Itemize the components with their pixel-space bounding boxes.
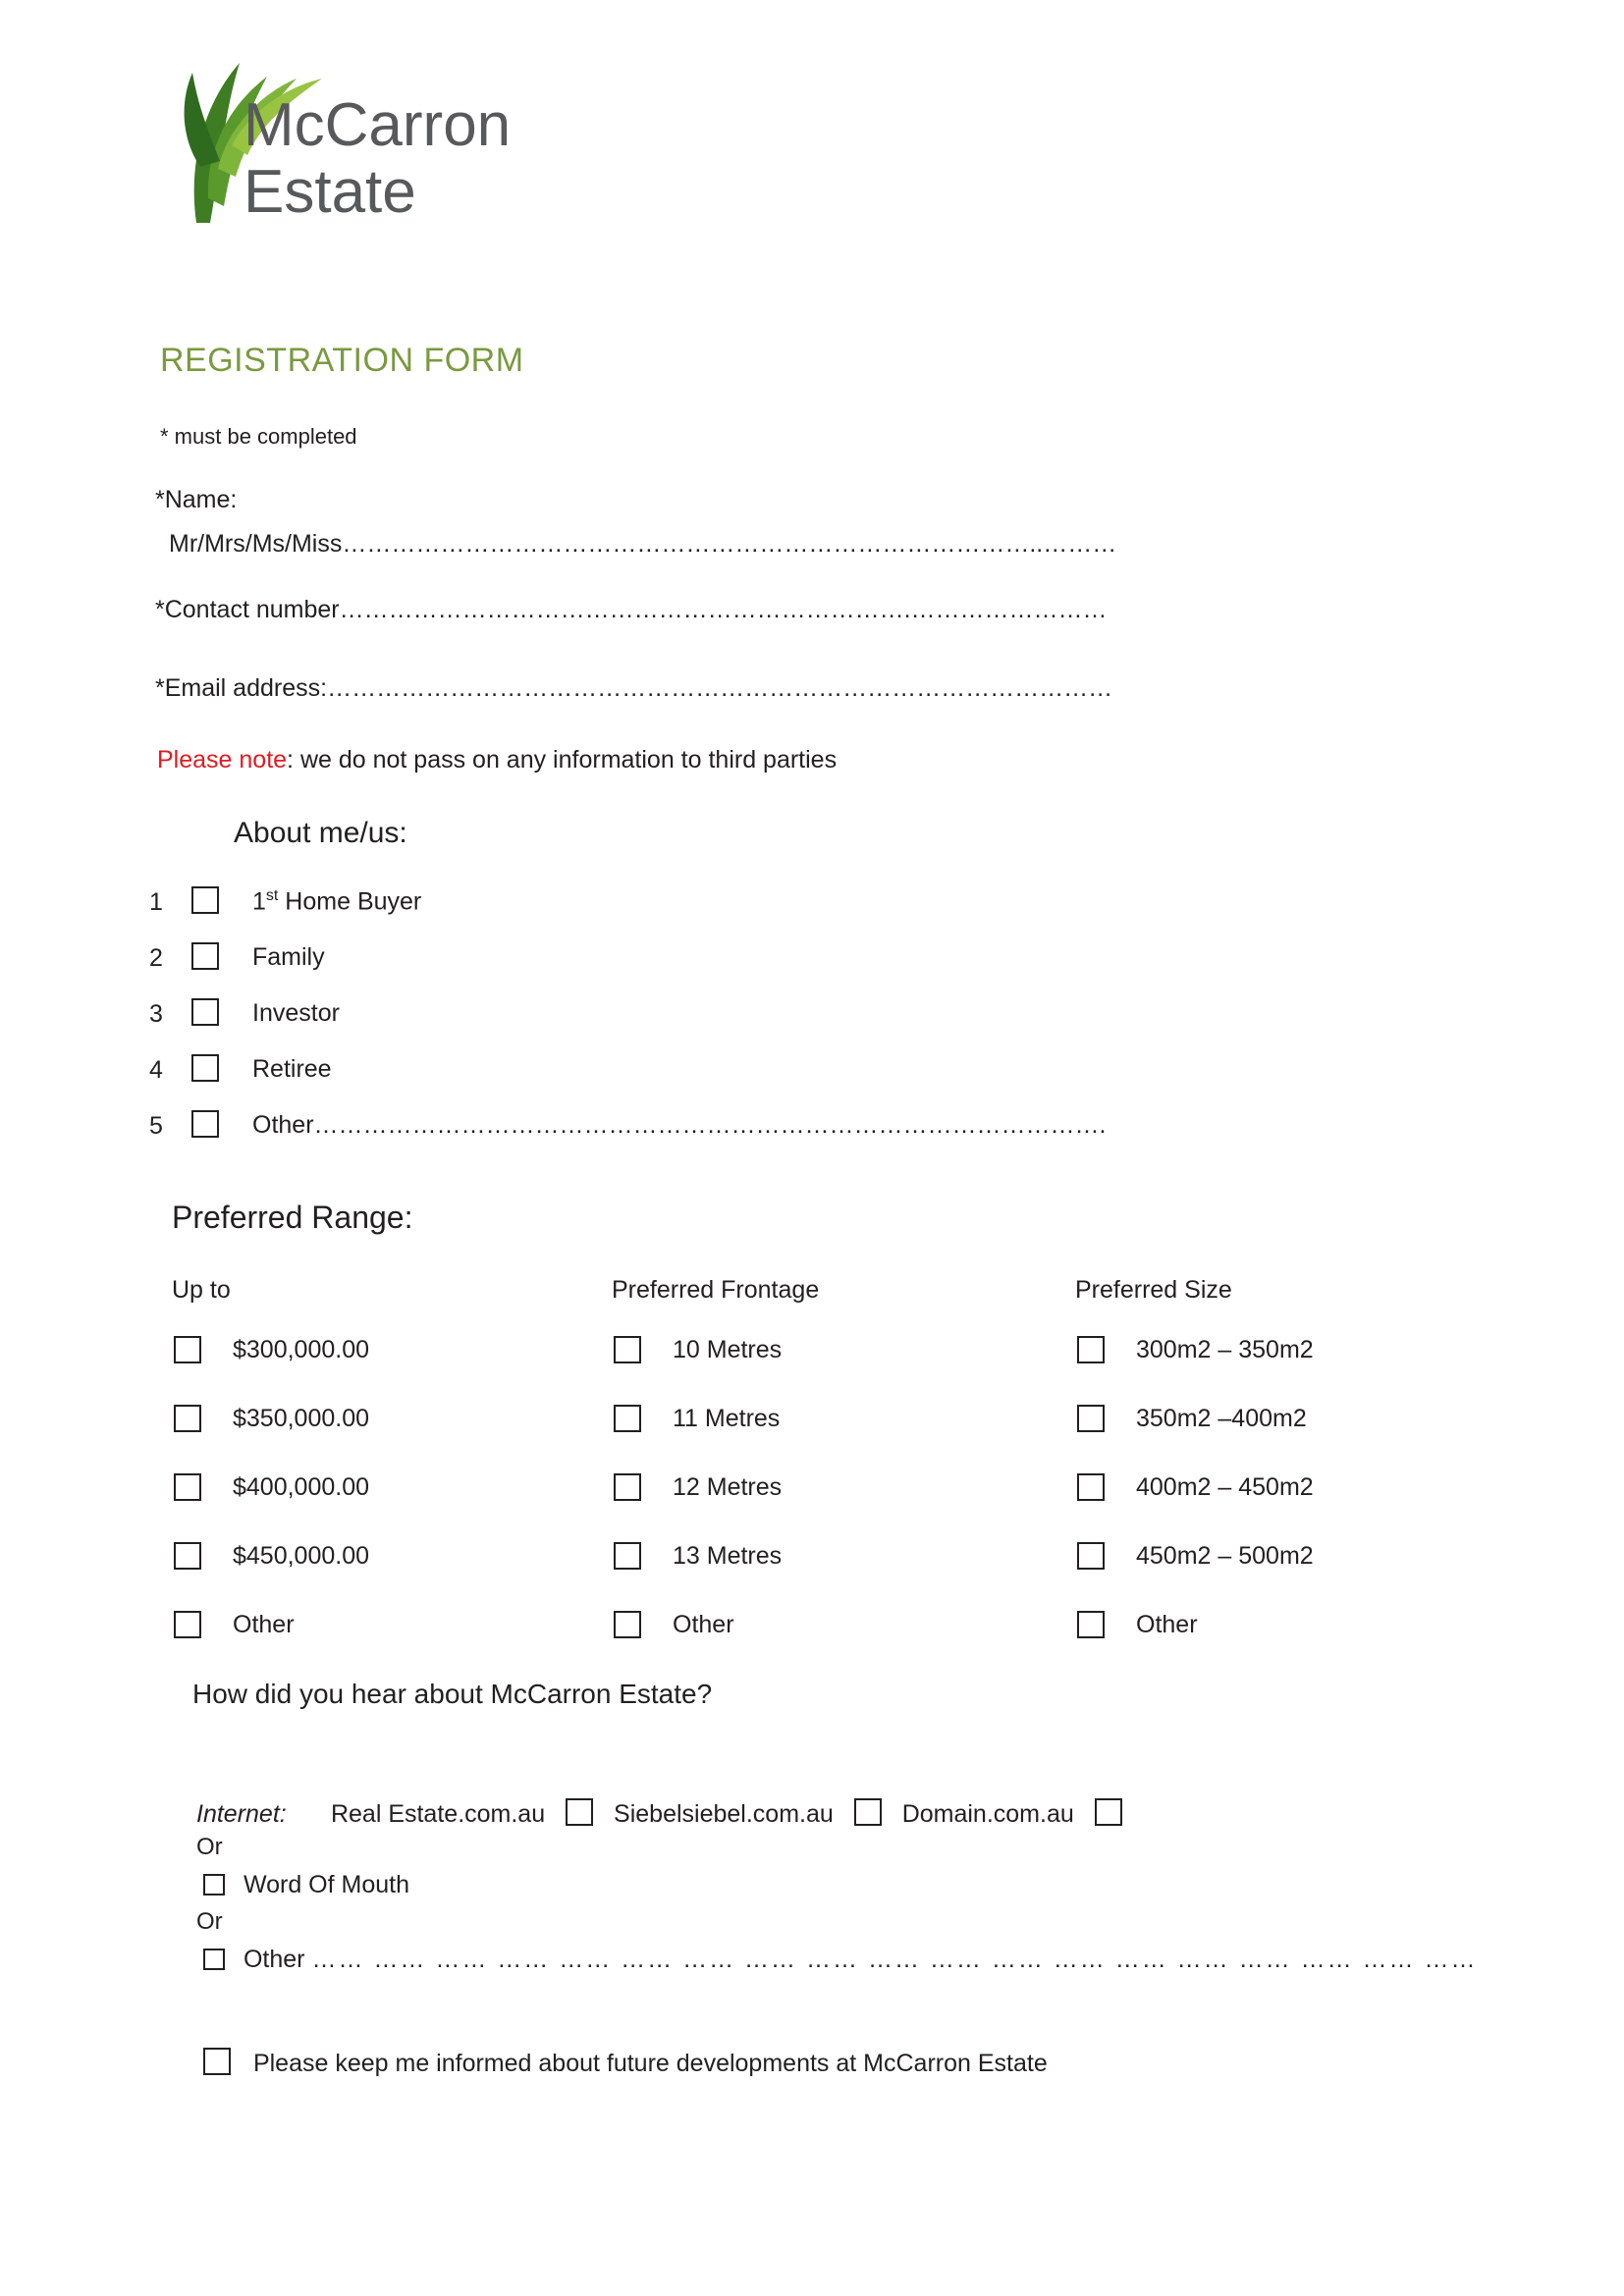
- keep-informed-label: Please keep me informed about future developments at McCarron Estate: [252, 2050, 1048, 2077]
- name-label: *Name:: [155, 486, 238, 513]
- column-up-to: [172, 1276, 370, 1678]
- about-item-number: 1: [149, 888, 163, 916]
- internet-label: Internet:: [196, 1800, 287, 1828]
- checkbox-site-siebelsiebel[interactable]: [854, 1798, 882, 1833]
- column-header: Preferred Size: [1075, 1276, 1232, 1304]
- checkbox-site-realestate[interactable]: [566, 1798, 593, 1833]
- email-address-input-line[interactable]: *Email address:……………………………………………………………………………………: [155, 674, 1113, 702]
- list-item[interactable]: [149, 993, 1327, 1049]
- checkbox-size-other[interactable]: [1077, 1611, 1105, 1645]
- about-item-label: Family: [252, 943, 325, 971]
- checkbox-keep-informed[interactable]: [203, 2054, 231, 2081]
- preferred-range-heading: Preferred Range:: [172, 1200, 413, 1235]
- about-item-number: 4: [149, 1056, 163, 1084]
- checkbox-site-domain[interactable]: [1095, 1798, 1122, 1833]
- list-item[interactable]: [1075, 1403, 1307, 1471]
- site-label-siebelsiebel: Siebelsiebel.com.au: [614, 1800, 834, 1828]
- about-item-label: Retiree: [252, 1055, 332, 1083]
- option-label: 12 Metres: [673, 1473, 783, 1501]
- site-label-realestate: Real Estate.com.au: [330, 1800, 546, 1828]
- checkbox-size-350-400[interactable]: [1077, 1405, 1105, 1439]
- word-of-mouth-row[interactable]: [203, 1871, 409, 1899]
- list-item[interactable]: [172, 1403, 370, 1471]
- checkbox-other-about[interactable]: [191, 1110, 219, 1145]
- option-label: $450,000.00: [233, 1542, 370, 1570]
- or-separator-2: Or: [196, 1908, 223, 1935]
- checkbox-family[interactable]: [191, 942, 219, 977]
- about-item-label[interactable]: Other…………………………………………………………………………………….: [252, 1111, 1107, 1139]
- about-item-label: Investor: [252, 999, 340, 1027]
- checkbox-frontage-12m[interactable]: [614, 1473, 641, 1508]
- privacy-note-text: : we do not pass on any information to third parties: [287, 746, 838, 774]
- list-item[interactable]: [172, 1471, 370, 1540]
- option-label: 400m2 – 450m2: [1136, 1473, 1314, 1501]
- list-item[interactable]: [612, 1403, 819, 1471]
- privacy-note: [157, 746, 837, 774]
- checkbox-frontage-other[interactable]: [614, 1611, 641, 1645]
- how-heard-other-row[interactable]: [203, 1946, 1477, 1974]
- logo-text-line1: McCarron: [244, 91, 512, 159]
- checkbox-price-350000[interactable]: [174, 1405, 201, 1439]
- checkbox-price-400000[interactable]: [174, 1473, 201, 1508]
- about-item-number: 5: [149, 1112, 163, 1140]
- checkbox-first-home-buyer[interactable]: [191, 886, 219, 921]
- word-of-mouth-label: Word Of Mouth: [243, 1871, 409, 1898]
- about-item-number: 3: [149, 1000, 163, 1028]
- list-item[interactable]: [149, 937, 1327, 993]
- option-label: 350m2 –400m2: [1136, 1405, 1307, 1432]
- list-item[interactable]: [612, 1334, 819, 1403]
- checkbox-price-300000[interactable]: [174, 1336, 201, 1370]
- option-label: $350,000.00: [233, 1405, 370, 1432]
- contact-number-input-line[interactable]: *Contact number…………………………………………………………….……………………: [155, 596, 1108, 623]
- checkbox-size-300-350[interactable]: [1077, 1336, 1105, 1370]
- name-input-line[interactable]: Mr/Mrs/Ms/Miss…………………………………………………………………………..………: [169, 530, 1117, 558]
- list-item[interactable]: [149, 1105, 1327, 1161]
- option-label: 450m2 – 500m2: [1136, 1542, 1314, 1570]
- option-label: Other: [673, 1611, 734, 1638]
- checkbox-investor[interactable]: [191, 998, 219, 1033]
- keep-informed-row[interactable]: [203, 2044, 1048, 2078]
- column-preferred-frontage: [612, 1276, 819, 1678]
- about-item-label-rest: Home Buyer: [278, 887, 422, 916]
- how-heard-heading: How did you hear about McCarron Estate?: [192, 1679, 713, 1709]
- option-label: 300m2 – 350m2: [1136, 1336, 1314, 1363]
- list-item[interactable]: [1075, 1334, 1314, 1403]
- checkbox-frontage-13m[interactable]: [614, 1542, 641, 1576]
- option-label: $400,000.00: [233, 1473, 370, 1501]
- checkbox-retiree[interactable]: [191, 1054, 219, 1089]
- list-item[interactable]: [612, 1471, 819, 1540]
- list-item[interactable]: [1075, 1609, 1232, 1678]
- checkbox-size-450-500[interactable]: [1077, 1542, 1105, 1576]
- list-item[interactable]: [172, 1540, 370, 1609]
- checkbox-frontage-11m[interactable]: [614, 1405, 641, 1439]
- column-header: Preferred Frontage: [612, 1276, 820, 1304]
- site-label-domain: Domain.com.au: [901, 1800, 1074, 1828]
- how-heard-other-input-line[interactable]: …… …… …… …… …… …… …… …… …… …… …… …… …… …… …… …… …… …… ……: [311, 1946, 1478, 1973]
- list-item[interactable]: [149, 881, 1327, 937]
- logo-text-line2: Estate: [244, 158, 416, 226]
- internet-sources-row: [196, 1794, 1136, 1829]
- must-be-completed-note: * must be completed: [160, 424, 357, 449]
- checkbox-word-of-mouth[interactable]: [203, 1874, 225, 1901]
- about-item-number: 2: [149, 944, 163, 972]
- checkbox-frontage-10m[interactable]: [614, 1336, 641, 1370]
- column-header: Up to: [172, 1276, 231, 1304]
- about-heading: About me/us:: [234, 817, 407, 849]
- column-preferred-size: [1075, 1276, 1314, 1678]
- option-label: Other: [1136, 1611, 1198, 1638]
- checkbox-how-heard-other[interactable]: [203, 1949, 225, 1976]
- about-item-label: 1: [252, 887, 266, 916]
- privacy-note-prefix: Please note: [157, 746, 288, 774]
- list-item[interactable]: [1075, 1540, 1314, 1609]
- how-heard-other-label: Other: [243, 1946, 305, 1973]
- option-label: Other: [233, 1611, 295, 1638]
- list-item[interactable]: [149, 1049, 1327, 1105]
- checkbox-price-other[interactable]: [174, 1611, 201, 1645]
- checkbox-price-450000[interactable]: [174, 1542, 201, 1576]
- option-label: 11 Metres: [673, 1405, 781, 1432]
- about-options-list: [149, 881, 1327, 1161]
- mccarron-estate-logo: [149, 51, 621, 238]
- option-label: 10 Metres: [673, 1336, 783, 1363]
- list-item[interactable]: [612, 1540, 819, 1609]
- list-item[interactable]: [612, 1609, 819, 1678]
- list-item[interactable]: [172, 1609, 295, 1678]
- page-title: REGISTRATION FORM: [160, 342, 524, 379]
- option-label: 13 Metres: [673, 1542, 783, 1570]
- checkbox-size-400-450[interactable]: [1077, 1473, 1105, 1508]
- list-item[interactable]: [1075, 1471, 1314, 1540]
- option-label: $300,000.00: [233, 1336, 370, 1363]
- about-item-sup: st: [265, 887, 279, 904]
- or-separator-1: Or: [196, 1834, 223, 1860]
- list-item[interactable]: [172, 1334, 370, 1403]
